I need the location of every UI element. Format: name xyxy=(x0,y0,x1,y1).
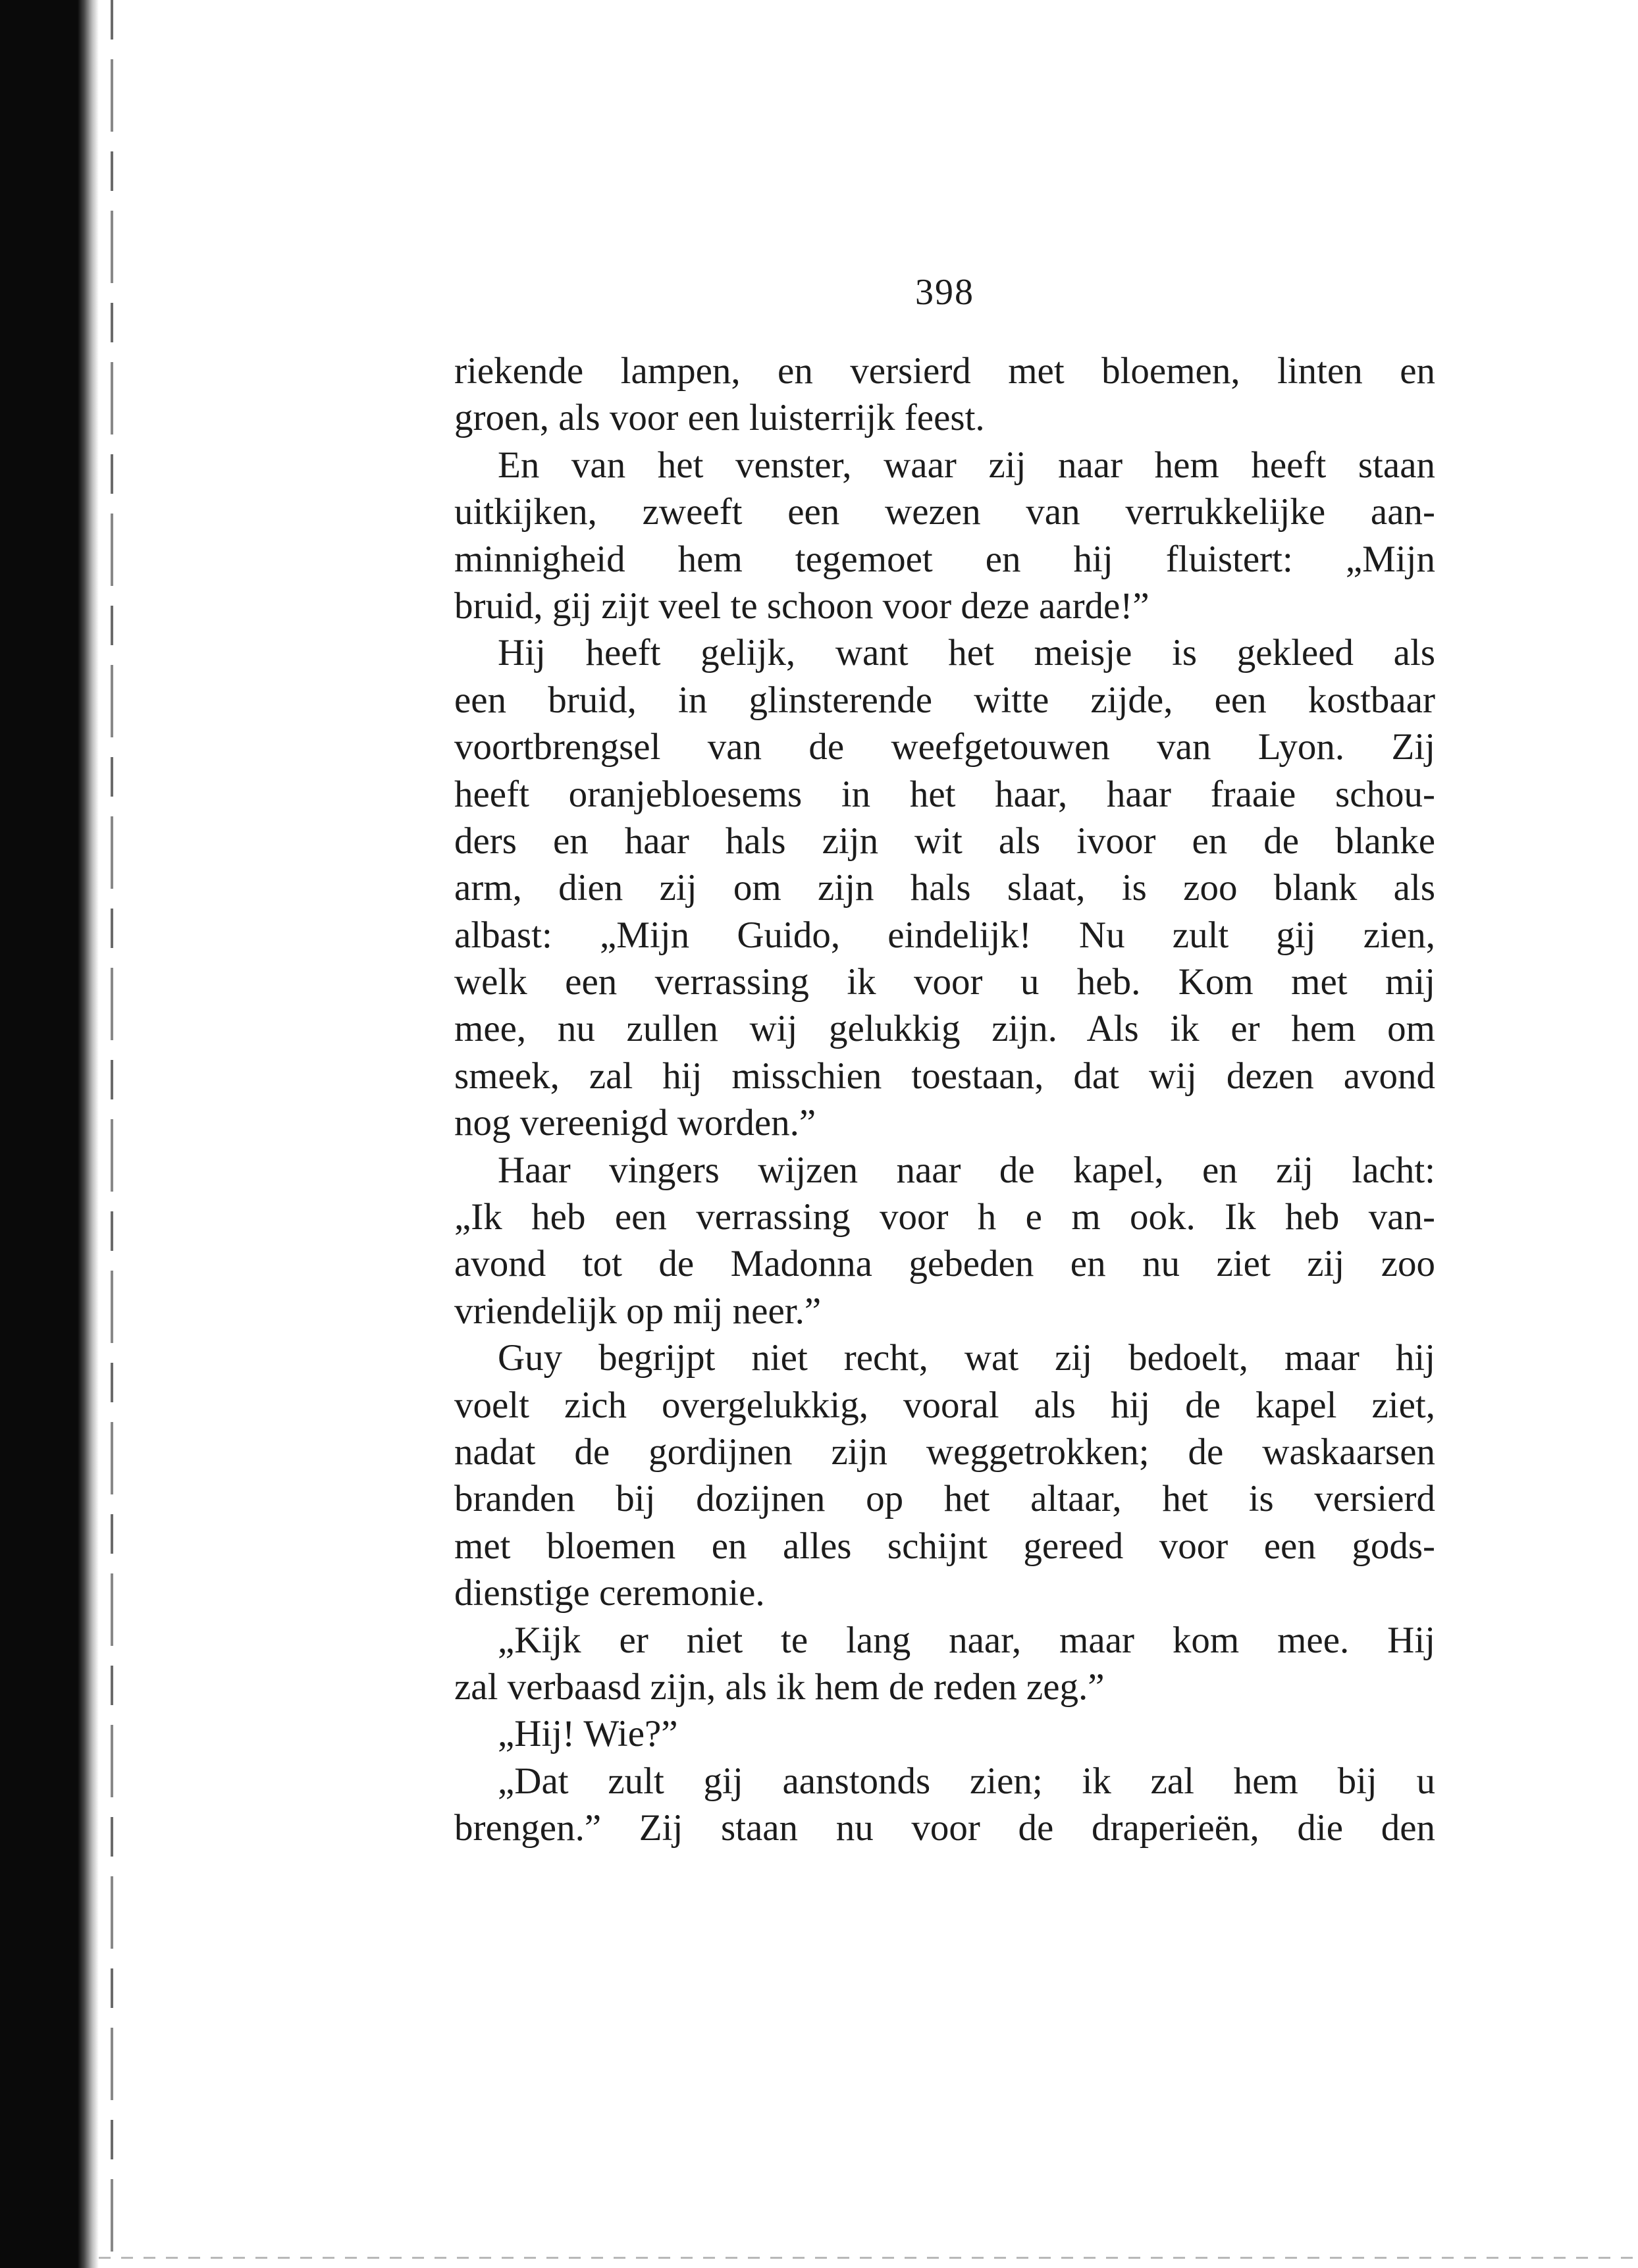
text-line: albast: „Mijn Guido, eindelijk! Nu zult gij zien, xyxy=(454,914,1435,956)
text-line: bruid, gij zijt veel te schoon voor deze aarde!” xyxy=(454,585,1149,627)
text-line: heeft oranjebloesems in het haar, haar fraaie schou- xyxy=(454,773,1435,815)
text-line: „Hij! Wie?” xyxy=(498,1713,678,1755)
text-line: smeek, zal hij misschien toestaan, dat wij dezen avond xyxy=(454,1055,1435,1097)
scan-binding-edge xyxy=(0,0,99,2268)
text-line: „Kijk er niet te lang naar, maar kom mee. Hij xyxy=(498,1619,1435,1661)
scan-gutter-shadow xyxy=(111,0,113,2252)
text-line: voortbrengsel van de weefgetouwen van Lyon. Zij xyxy=(454,726,1435,768)
text-line: Haar vingers wijzen naar de kapel, en zij lacht: xyxy=(498,1149,1435,1191)
text-line: arm, dien zij om zijn hals slaat, is zoo blank als xyxy=(454,867,1435,909)
text-line: minnigheid hem tegemoet en hij fluistert: „Mijn xyxy=(454,538,1435,580)
text-line: branden bij dozijnen op het altaar, het is versierd xyxy=(454,1478,1435,1520)
text-line: met bloemen en alles schijnt gereed voor een gods- xyxy=(454,1525,1435,1567)
text-line: groen, als voor een luisterrijk feest. xyxy=(454,397,985,439)
text-line: nog vereenigd worden.” xyxy=(454,1102,816,1144)
text-line: Hij heeft gelijk, want het meisje is gekleed als xyxy=(498,632,1435,674)
text-line: nadat de gordijnen zijn weggetrokken; de waskaarsen xyxy=(454,1431,1435,1473)
text-line: brengen.” Zij staan nu voor de draperieën, die den xyxy=(454,1807,1435,1849)
text-line: dienstige ceremonie. xyxy=(454,1572,765,1614)
text-line: ders en haar hals zijn wit als ivoor en de blanke xyxy=(454,820,1435,862)
text-line: mee, nu zullen wij gelukkig zijn. Als ik er hem om xyxy=(454,1008,1435,1050)
scan-bottom-edge xyxy=(99,2257,1638,2259)
text-line: vriendelijk op mij neer.” xyxy=(454,1290,822,1332)
text-line: „Ik heb een verrassing voor h e m ook. Ik heb van- xyxy=(454,1196,1435,1238)
text-line: een bruid, in glinsterende witte zijde, een kostbaar xyxy=(454,679,1435,721)
text-line: welk een verrassing ik voor u heb. Kom met mij xyxy=(454,961,1435,1003)
text-line: uitkijken, zweeft een wezen van verrukkelijke aan- xyxy=(454,491,1435,533)
body-text xyxy=(454,348,1435,1852)
text-line: voelt zich overgelukkig, vooral als hij de kapel ziet, xyxy=(454,1384,1435,1426)
text-line: riekende lampen, en versierd met bloemen, linten en xyxy=(454,350,1435,392)
text-line: En van het venster, waar zij naar hem heeft staan xyxy=(498,444,1435,486)
text-line: zal verbaasd zijn, als ik hem de reden zeg.” xyxy=(454,1666,1105,1708)
text-line: avond tot de Madonna gebeden en nu ziet zij zoo xyxy=(454,1243,1435,1285)
text-line: Guy begrijpt niet recht, wat zij bedoelt, maar hij xyxy=(498,1337,1435,1379)
text-line: „Dat zult gij aanstonds zien; ik zal hem bij u xyxy=(498,1760,1435,1802)
page-number: 398 xyxy=(915,272,974,313)
